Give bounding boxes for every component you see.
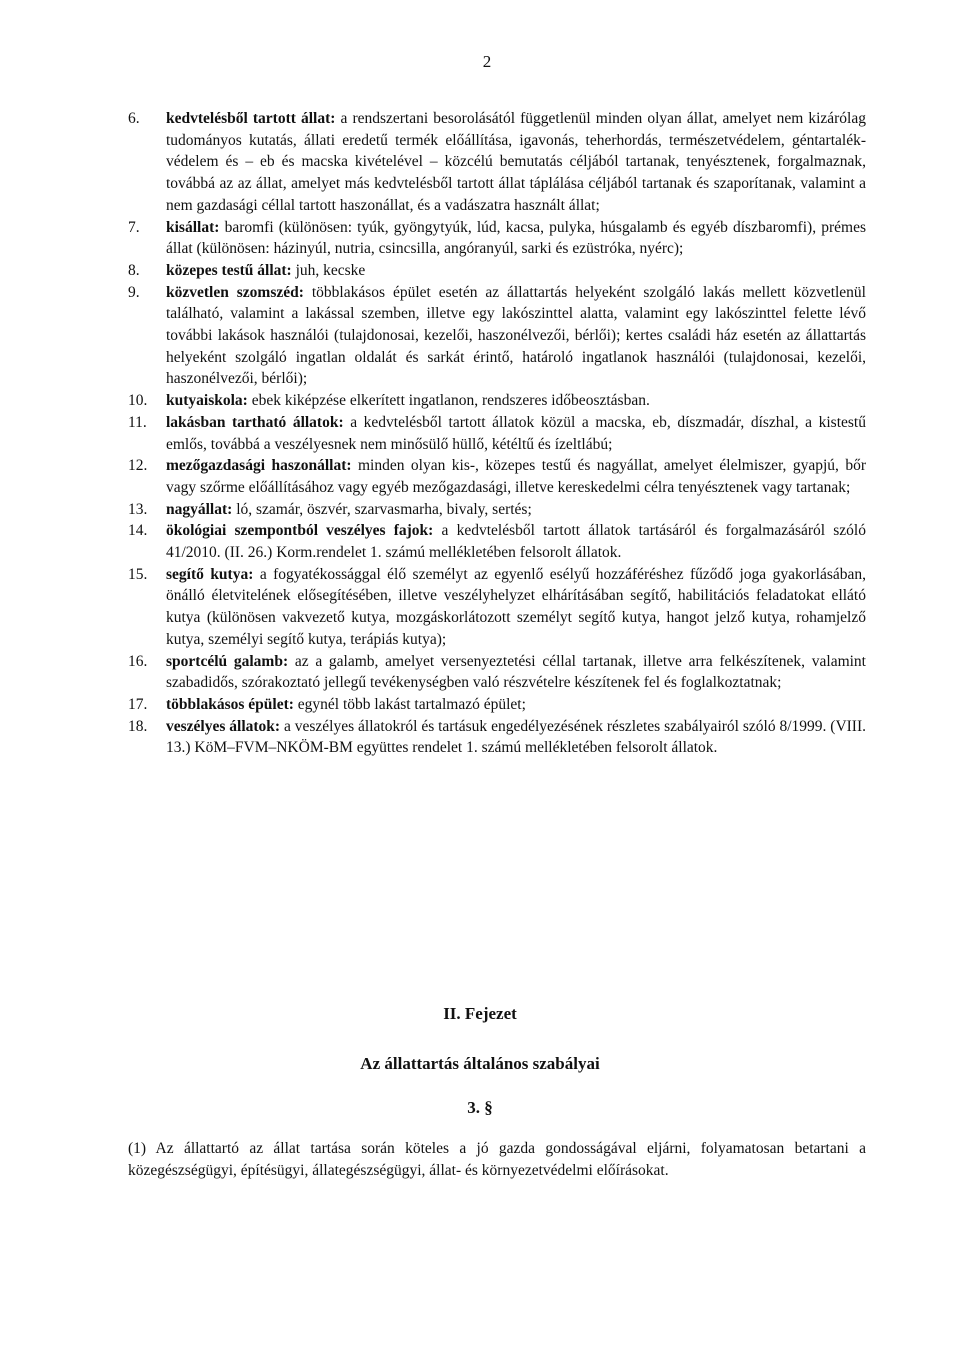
definition-number: 6.: [128, 110, 140, 127]
definition-number: 8.: [128, 261, 140, 279]
definition-number: 13.: [128, 500, 148, 518]
definition-body: [166, 564, 866, 651]
chapter-number: II. Fejezet: [443, 1004, 517, 1023]
definition-text: ebek kiképzése elkerített ingatlanon, rendszeres időbeosztásban.: [247, 392, 650, 410]
definition-text: az a galamb, amelyet versenyeztetési céllal tartanak, illetve arra felkészítenek, valamint szabadidős, szórakoztató jellegű tevékenységben való részvételre készítenek fel és foglalkoztatnak;: [166, 652, 866, 692]
definition-number: 7.: [128, 218, 140, 236]
definition-term: kedvtelésből tartott állat:: [166, 110, 336, 127]
chapter-title: Az állattartás általános szabályai: [360, 1054, 600, 1073]
definitions-list: [128, 108, 866, 759]
definition-number: 15.: [128, 565, 148, 583]
definition-text: a kedvtelésből tartott állatok közül a macska, eb, díszmadár, díszhal, a kistestű emlős, továbbá a veszélyesnek nem minősülő hüllő, kétéltű és ízeltlábú;: [166, 413, 866, 453]
definition-body: [166, 455, 866, 498]
definition-item: [128, 716, 866, 759]
definition-term: mezőgazdasági haszonállat:: [166, 457, 352, 475]
definition-text: a kedvtelésből tartott állatok tartásáról és forgalmazásáról szóló 41/2010. (II. 26.) Korm.rendelet 1. számú mellékletében felsorolt állatok.: [166, 522, 866, 562]
definition-number: 11.: [128, 413, 147, 431]
definition-item: [128, 390, 866, 412]
definition-term: ökológiai szempontból veszélyes fajok:: [166, 522, 434, 540]
definition-item: [128, 564, 866, 651]
definition-body: [166, 108, 866, 217]
definition-item: [128, 217, 866, 260]
definition-text: a rendszertani besorolásától függetlenül minden olyan állat, amelyet nem kizárólag tudományos kutatás, állati eredetű termék előállítása, igavonás, teherhordás, természetvédelem, géntartalék- védelem és – eb és macska kivételével – közcélú bemutatás céljából tartanak, tenyésztenek, forgalmaznak, továbbá az az állat, amelyet más kedvtelésből tartott állat táplálása céljából tartanak és szaporítanak, valamint a nem gazdasági céllal tartott haszonállat, és a vadászatra használt állat;: [166, 110, 866, 214]
definition-number: 14.: [128, 522, 148, 540]
paragraph-1: (1) Az állattartó az állat tartása során köteles a jó gazda gondosságával eljárni, folyamatosan betartani a közegészségügyi, építésügyi, állategészségügyi, állat- és környezetvédelmi előírásokat.: [128, 1140, 866, 1179]
definition-term: közvetlen szomszéd:: [166, 283, 304, 301]
definition-body: [166, 260, 866, 282]
page-number: 2: [482, 52, 492, 71]
definition-number: 16.: [128, 652, 148, 670]
definition-term: sportcélú galamb:: [166, 652, 289, 670]
definition-text: a fogyatékossággal élő személyt az egyenlő esélyű hozzáféréshez fűződő joga gyakorlásában, önálló életvitelének elősegítésében, illetve veszélyhelyzet elhárításában segítő, habilitációs feladatokat ellátó kutya (különösen vakvezető kutya, mozgáskorlátozott személyt segítő kutya, hangot jelző kutya, rohamjelző kutya, személyi segítő kutya, terápiás kutya);: [166, 565, 866, 648]
definition-term: kisállat:: [166, 218, 220, 236]
definition-term: veszélyes állatok:: [166, 717, 281, 735]
definition-item: [128, 108, 866, 217]
definition-term: lakásban tartható állatok:: [166, 413, 344, 431]
definition-text: egynél több lakást tartalmazó épület;: [293, 695, 526, 713]
definition-term: kutyaiskola:: [166, 392, 248, 410]
definition-item: [128, 260, 866, 282]
definition-number: 10.: [128, 392, 148, 410]
definition-item: [128, 651, 866, 694]
definition-text: ló, szamár, öszvér, szarvasmarha, bivaly, sertés;: [232, 500, 532, 518]
definition-item: [128, 455, 866, 498]
definition-term: közepes testű állat:: [166, 261, 292, 279]
section-mark: 3. §: [467, 1098, 493, 1117]
definition-number: 18.: [128, 717, 148, 735]
definition-text: többlakásos épület esetén az állattartás helyeként szolgáló lakás mellett közvetlenül található, valamint a lakással szemben, illetve egy lakószinttel alatta, valamint egy lakószinttel felette lévő további lakások használói (tulajdonosai, kezelői, haszonélvezői, bérlői); kertes családi ház esetén az állattartás helyeként szolgáló ingatlan oldalát és sarkát érintő, határoló ingatlanok használói (tulajdonosai, kezelői, haszonélvezői, bérlői);: [166, 283, 866, 388]
definition-item: [128, 694, 866, 716]
definition-body: [166, 694, 866, 716]
definition-item: [128, 499, 866, 521]
definition-item: [128, 520, 866, 563]
definition-body: [166, 499, 866, 521]
definition-body: [166, 520, 866, 563]
definition-body: [166, 716, 866, 759]
definition-text: baromfi (különösen: tyúk, gyöngytyúk, lúd, kacsa, pulyka, húsgalamb és egyéb díszbaromfi), prémes állat (különösen: házinyúl, nutria, csincsilla, angóranyúl, sarki és ezüstróka, nyérc);: [166, 218, 866, 258]
definition-term: többlakásos épület:: [166, 695, 294, 713]
definition-term: segítő kutya:: [166, 565, 254, 583]
definition-number: 9.: [128, 283, 140, 301]
definition-body: [166, 217, 866, 260]
definition-body: [166, 390, 866, 412]
definition-number: 12.: [128, 457, 148, 475]
definition-body: [166, 282, 866, 391]
definition-item: [128, 282, 866, 391]
definition-term: nagyállat:: [166, 500, 233, 518]
definition-body: [166, 651, 866, 694]
definition-text: a veszélyes állatokról és tartásuk engedélyezésének részletes szabályairól szóló 8/1999. (VIII. 13.) KöM–FVM–NKÖM-BM együttes rendelet 1. számú mellékletében felsorolt állatok.: [166, 717, 866, 757]
definition-body: [166, 412, 866, 455]
definition-text: juh, kecske: [291, 261, 366, 279]
definition-number: 17.: [128, 695, 148, 713]
definition-text: minden olyan kis-, közepes testű és nagyállat, amelyet élelmiszer, gyapjú, bőr vagy szőrme előállításához vagy egyéb mezőgazdasági, illetve kereskedelmi célra tenyésztenek vagy tartanak;: [166, 457, 866, 496]
definition-item: [128, 412, 866, 455]
